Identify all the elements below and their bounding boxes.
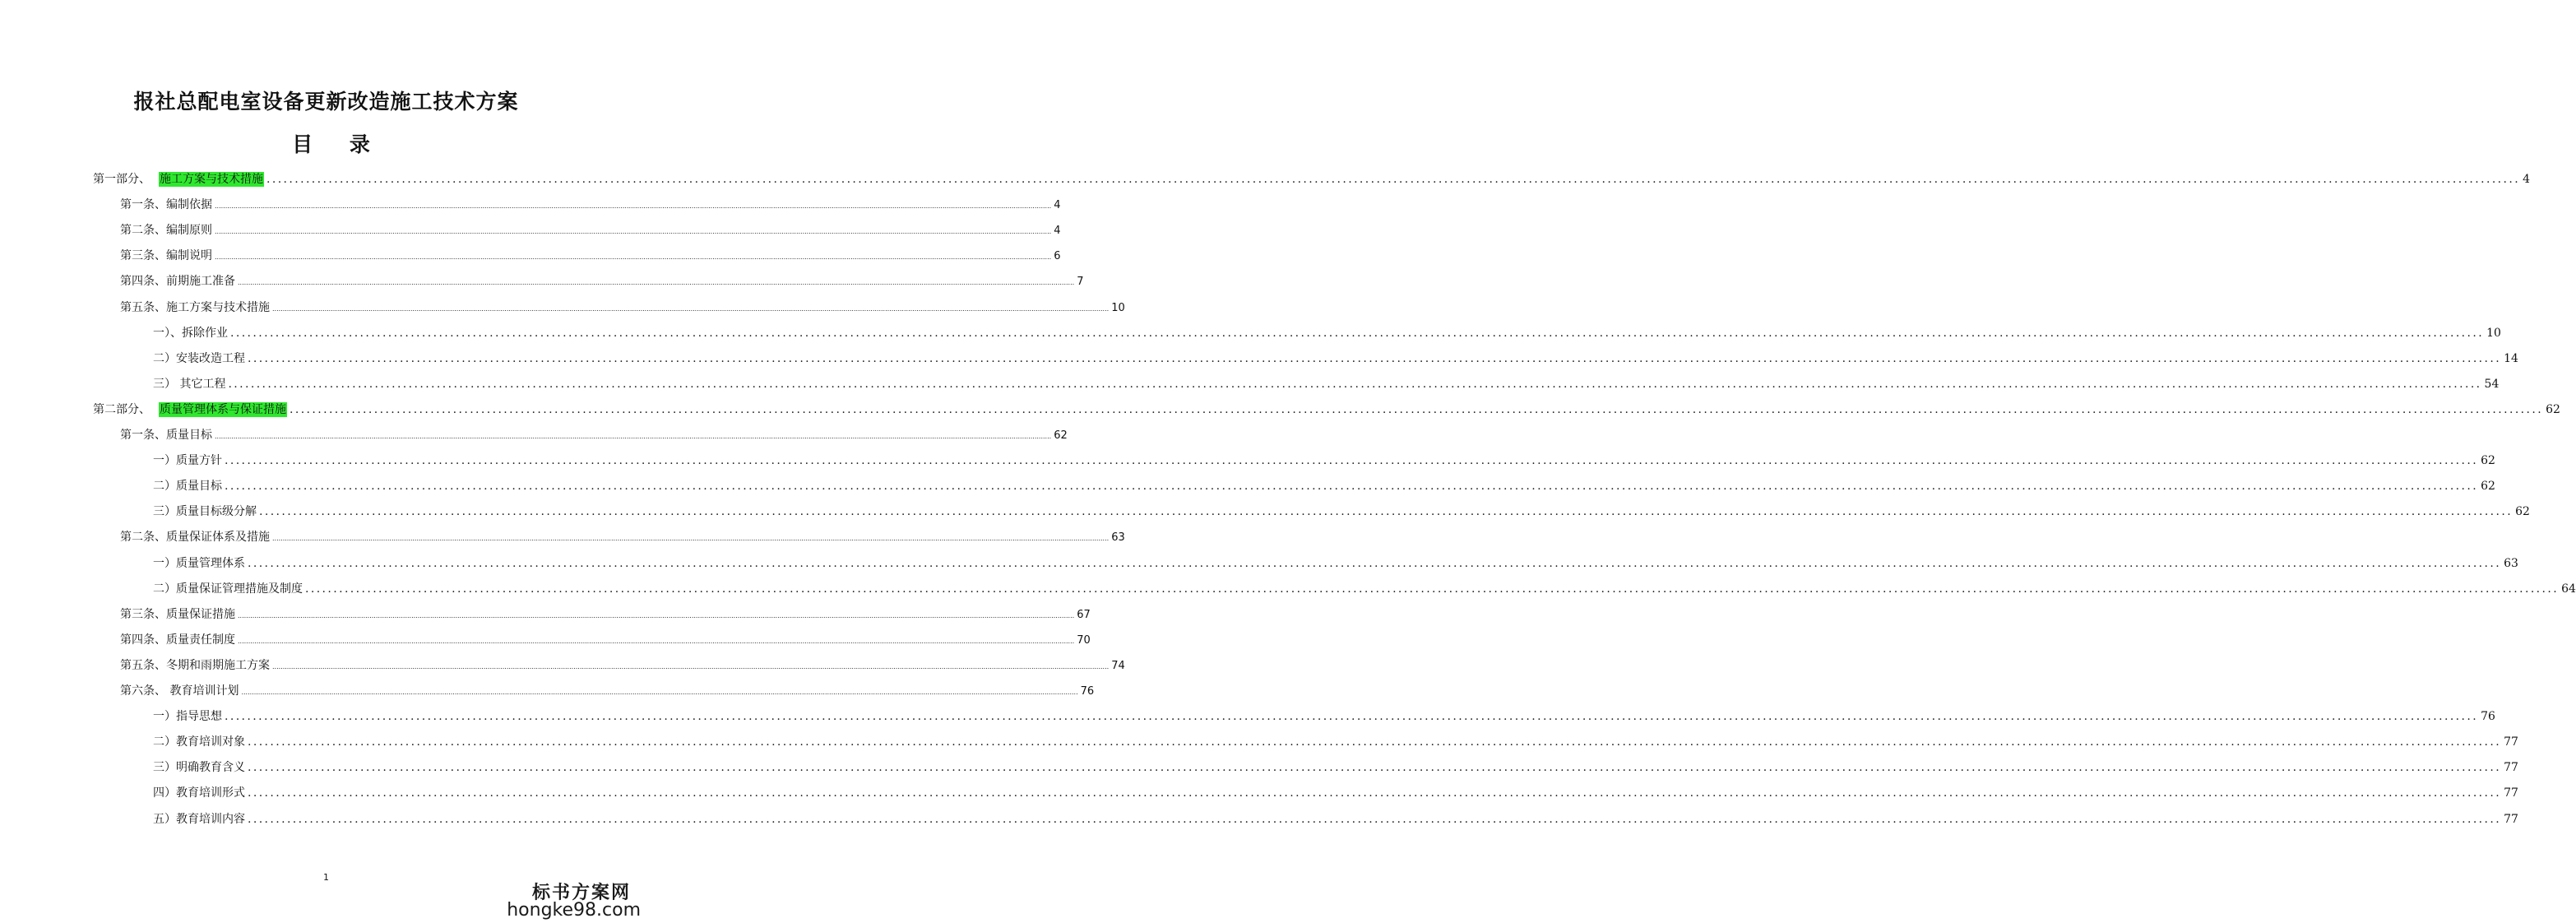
toc-entry[interactable] bbox=[120, 247, 1061, 267]
toc-page-number: 62 bbox=[2546, 402, 2560, 416]
toc-part-prefix: 第一部分、 bbox=[93, 173, 151, 186]
toc-label-text: 第四条、前期施工准备 bbox=[120, 275, 235, 289]
toc-entry[interactable] bbox=[120, 299, 1125, 318]
toc-label-text: 第一条、质量目标 bbox=[120, 429, 212, 442]
toc-heading: 目 录 bbox=[292, 132, 385, 156]
toc-label-text: 二）质量目标 bbox=[153, 480, 222, 494]
toc-label-text: 三） 其它工程 bbox=[153, 377, 226, 391]
toc-label-text: 第四条、质量责任制度 bbox=[120, 633, 235, 647]
toc-entry[interactable] bbox=[120, 656, 1125, 676]
toc-entry[interactable] bbox=[153, 733, 2518, 753]
toc-leader-dots: ................................................................................................................................................................................................................................................................................................................................................................................................................ bbox=[228, 377, 2482, 391]
toc-entry-label bbox=[120, 299, 270, 315]
toc-entry-label bbox=[153, 477, 222, 494]
toc-label-text: 第三条、编制说明 bbox=[120, 249, 212, 263]
toc-page-number: 10 bbox=[1111, 301, 1125, 314]
toc-entry[interactable] bbox=[153, 707, 2495, 727]
toc-page-number: 76 bbox=[2481, 710, 2495, 724]
toc-label-text: 二）质量保证管理措施及制度 bbox=[153, 582, 303, 596]
toc-page-number: 74 bbox=[1111, 659, 1125, 672]
toc-label-text: 一）质量方针 bbox=[153, 454, 222, 468]
toc-leader-dots: ................................................................................................................................................................................................................................................................................................................................................................................................................ bbox=[305, 582, 2560, 596]
toc-leader-dots: ................................................................................................................................................................................................................................................................................................................................................................................................................ bbox=[272, 535, 1110, 543]
toc-page-number: 77 bbox=[2504, 786, 2518, 800]
toc-label-text: 一）指导思想 bbox=[153, 710, 222, 724]
page-number: 1 bbox=[323, 872, 329, 883]
toc-entry-label bbox=[120, 426, 212, 443]
toc-part-prefix: 第二部分、 bbox=[93, 402, 151, 416]
toc-page-number: 77 bbox=[2504, 735, 2518, 749]
toc-entry-label bbox=[120, 656, 270, 673]
toc-label-text: 一）、拆除作业 bbox=[153, 326, 228, 340]
toc-page-number: 76 bbox=[1080, 685, 1095, 698]
toc-entry-label bbox=[153, 733, 245, 749]
toc-label-text: 四）教育培训形式 bbox=[153, 786, 245, 800]
toc-label-text: 质量管理体系与保证措施 bbox=[160, 402, 286, 416]
toc-page-number: 62 bbox=[2515, 505, 2530, 519]
toc-leader-dots: ................................................................................................................................................................................................................................................................................................................................................................................................................ bbox=[238, 279, 1075, 287]
toc-entry-label bbox=[120, 682, 239, 698]
toc-page-number: 62 bbox=[2481, 454, 2495, 468]
toc-leader-dots: ................................................................................................................................................................................................................................................................................................................................................................................................................ bbox=[272, 662, 1110, 670]
watermark-url: hongke98.com bbox=[507, 900, 641, 921]
toc-page-number: 6 bbox=[1054, 250, 1061, 263]
toc-leader-dots: ................................................................................................................................................................................................................................................................................................................................................................................................................ bbox=[215, 253, 1052, 262]
toc-entry[interactable] bbox=[153, 503, 2530, 522]
toc-leader-dots: ................................................................................................................................................................................................................................................................................................................................................................................................................ bbox=[272, 304, 1110, 313]
toc-leader-dots: ................................................................................................................................................................................................................................................................................................................................................................................................................ bbox=[290, 402, 2544, 416]
toc-entry[interactable] bbox=[153, 324, 2501, 344]
toc-leader-dots: ................................................................................................................................................................................................................................................................................................................................................................................................................ bbox=[230, 326, 2485, 340]
toc-entry[interactable] bbox=[120, 196, 1061, 216]
toc-entry[interactable] bbox=[153, 580, 2576, 600]
toc-label-text: 三）质量目标级分解 bbox=[153, 505, 257, 519]
toc-label-text: 五）教育培训内容 bbox=[153, 812, 245, 826]
toc-page-number: 7 bbox=[1077, 276, 1084, 289]
toc-page-number: 63 bbox=[1111, 531, 1125, 545]
toc-page-number: 77 bbox=[2504, 812, 2518, 826]
toc-entry-label bbox=[153, 707, 222, 724]
toc-entry-label bbox=[153, 554, 245, 571]
toc-leader-dots: ................................................................................................................................................................................................................................................................................................................................................................................................................ bbox=[266, 173, 2521, 186]
toc-entry-label bbox=[120, 196, 212, 212]
toc-leader-dots: ................................................................................................................................................................................................................................................................................................................................................................................................................ bbox=[248, 786, 2502, 800]
toc-leader-dots: ................................................................................................................................................................................................................................................................................................................................................................................................................ bbox=[259, 505, 2513, 519]
toc-label-text: 第三条、质量保证措施 bbox=[120, 607, 235, 621]
toc-label-text: 第二条、质量保证体系及措施 bbox=[120, 531, 270, 545]
toc-leader-dots: ................................................................................................................................................................................................................................................................................................................................................................................................................ bbox=[215, 433, 1052, 440]
toc-leader-dots: ................................................................................................................................................................................................................................................................................................................................................................................................................ bbox=[248, 735, 2502, 749]
toc-leader-dots: ................................................................................................................................................................................................................................................................................................................................................................................................................ bbox=[238, 611, 1075, 619]
toc-entry-label bbox=[120, 528, 270, 545]
toc-entry-label bbox=[153, 758, 245, 775]
toc-entry-label bbox=[153, 580, 303, 596]
toc-leader-dots: ................................................................................................................................................................................................................................................................................................................................................................................................................ bbox=[248, 812, 2502, 826]
toc-leader-dots: ................................................................................................................................................................................................................................................................................................................................................................................................................ bbox=[215, 202, 1052, 211]
toc-entry[interactable] bbox=[120, 272, 1084, 292]
toc-page-number: 4 bbox=[2523, 173, 2530, 186]
toc-entry[interactable] bbox=[153, 452, 2495, 471]
toc-entry[interactable] bbox=[120, 426, 1068, 446]
toc-entry-label bbox=[153, 452, 222, 468]
toc-entry-label bbox=[93, 401, 287, 417]
toc-page-number: 4 bbox=[1054, 225, 1061, 238]
toc-entry-label bbox=[153, 784, 245, 800]
toc-page-number: 10 bbox=[2486, 326, 2501, 340]
toc-entry-label bbox=[93, 170, 264, 187]
toc-entry[interactable] bbox=[153, 784, 2518, 804]
toc-entry[interactable] bbox=[120, 631, 1091, 651]
toc-entry[interactable] bbox=[153, 477, 2495, 497]
toc-entry[interactable] bbox=[120, 221, 1061, 241]
toc-entry-label bbox=[153, 810, 245, 827]
toc-entry[interactable] bbox=[153, 350, 2518, 369]
toc-label-text: 三）明确教育含义 bbox=[153, 761, 245, 775]
toc-page-number: 62 bbox=[2481, 480, 2495, 494]
toc-entry-label bbox=[120, 631, 235, 647]
toc-entry[interactable] bbox=[153, 554, 2518, 574]
toc-label-text: 施工方案与技术措施 bbox=[160, 173, 263, 186]
toc-page-number: 14 bbox=[2504, 351, 2518, 365]
toc-entry-label bbox=[120, 221, 212, 238]
toc-leader-dots: ................................................................................................................................................................................................................................................................................................................................................................................................................ bbox=[241, 689, 1078, 696]
document-title: 报社总配电室设备更新改造施工技术方案 bbox=[133, 90, 519, 114]
toc-label-text: 一）质量管理体系 bbox=[153, 556, 245, 570]
toc-entry-label bbox=[120, 272, 235, 289]
toc-entry-label bbox=[153, 503, 257, 519]
toc-label-text: 第二条、编制原则 bbox=[120, 224, 212, 238]
toc-label-text: 二）教育培训对象 bbox=[153, 735, 245, 749]
toc-page-number: 77 bbox=[2504, 761, 2518, 775]
toc-page-number: 62 bbox=[1054, 429, 1068, 442]
toc-entry[interactable] bbox=[153, 375, 2500, 395]
toc-leader-dots: ................................................................................................................................................................................................................................................................................................................................................................................................................ bbox=[225, 480, 2479, 494]
toc-label-text: 第六条、 教育培训计划 bbox=[120, 684, 239, 698]
toc-page-number: 63 bbox=[2504, 556, 2518, 570]
toc-entry-label bbox=[153, 350, 245, 366]
toc-leader-dots: ................................................................................................................................................................................................................................................................................................................................................................................................................ bbox=[225, 454, 2479, 468]
toc-entry-label bbox=[153, 375, 225, 392]
toc-entry[interactable] bbox=[120, 605, 1091, 625]
toc-page-number: 67 bbox=[1077, 608, 1091, 621]
toc-page-number: 4 bbox=[1054, 199, 1061, 212]
toc-entry[interactable] bbox=[120, 682, 1095, 702]
toc-leader-dots: ................................................................................................................................................................................................................................................................................................................................................................................................................ bbox=[248, 556, 2502, 570]
toc-page-number: 70 bbox=[1077, 633, 1091, 647]
toc-entry-label bbox=[120, 247, 212, 263]
toc-entry[interactable] bbox=[93, 170, 2530, 190]
toc-entry-label bbox=[120, 605, 235, 622]
toc-page-number: 64 bbox=[2561, 582, 2576, 596]
toc-label-text: 二）安装改造工程 bbox=[153, 351, 245, 365]
toc-entry-label bbox=[153, 324, 228, 341]
toc-entry[interactable] bbox=[93, 401, 2560, 420]
toc-leader-dots: ................................................................................................................................................................................................................................................................................................................................................................................................................ bbox=[215, 228, 1052, 236]
toc-leader-dots: ................................................................................................................................................................................................................................................................................................................................................................................................................ bbox=[248, 351, 2502, 365]
toc-leader-dots: ................................................................................................................................................................................................................................................................................................................................................................................................................ bbox=[225, 710, 2479, 724]
toc-label-text: 第五条、冬期和雨期施工方案 bbox=[120, 658, 270, 672]
toc-entry[interactable] bbox=[120, 528, 1125, 548]
toc-entry[interactable] bbox=[153, 758, 2518, 778]
toc-label-text: 第五条、施工方案与技术措施 bbox=[120, 300, 270, 314]
watermark-logo-text: 标书方案网 bbox=[531, 882, 631, 903]
toc-entry[interactable] bbox=[153, 810, 2518, 830]
toc-leader-dots: ................................................................................................................................................................................................................................................................................................................................................................................................................ bbox=[238, 637, 1075, 645]
toc-page-number: 54 bbox=[2484, 377, 2500, 391]
toc-leader-dots: ................................................................................................................................................................................................................................................................................................................................................................................................................ bbox=[248, 761, 2502, 775]
toc-label-text: 第一条、编制依据 bbox=[120, 198, 212, 212]
